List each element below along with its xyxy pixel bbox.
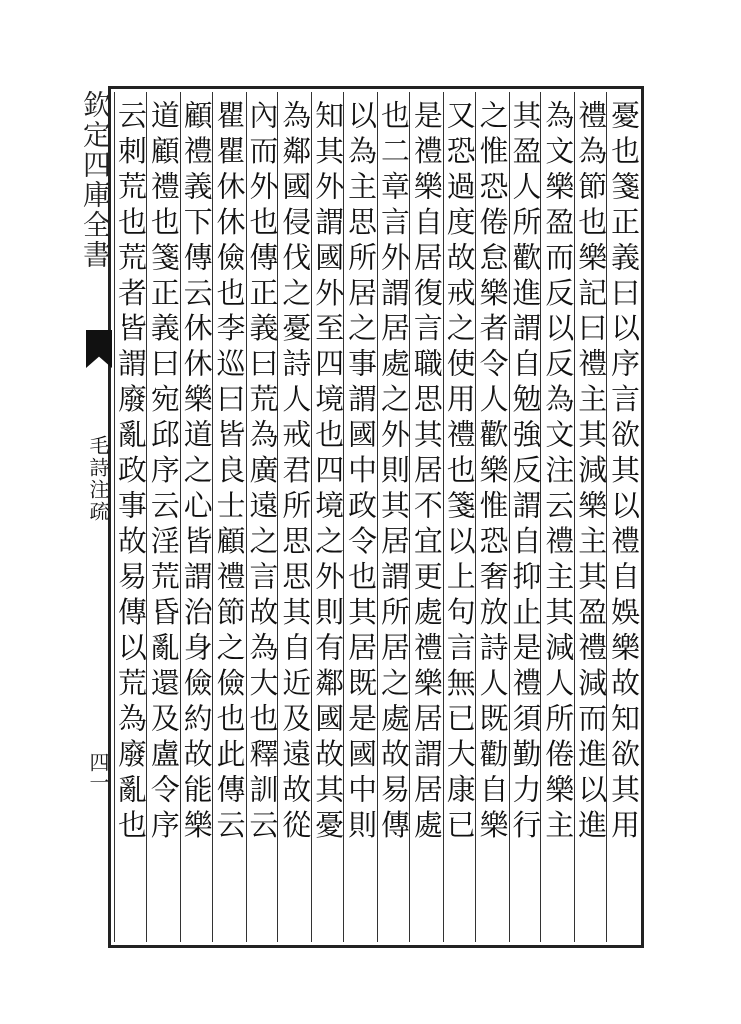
text-column-12 [246,92,279,942]
column-text-12: 內而外也傳正義曰荒為廣遠之言故為大也釋訓云 [245,100,280,845]
column-text-13: 瞿瞿休休儉也李巡曰皆良士顧禮節之儉也此傳云 [212,100,247,845]
text-column-16 [114,92,147,942]
column-text-2: 禮為節也樂記曰禮主其減樂主其盈禮減而進以進 [574,100,609,845]
text-column-13 [213,92,246,942]
text-column-8 [377,92,410,942]
column-text-6: 又恐過度故戒之使用禮也箋以上句言無已大康已 [442,100,477,845]
text-column-14 [180,92,213,942]
column-text-7: 是禮樂自居復言職思其居不宜更處禮樂居謂居處 [409,100,444,845]
column-text-15: 道顧禮也箋正義曰宛邱序云淫荒昏亂還及盧令序 [146,100,181,845]
text-column-15 [147,92,180,942]
text-column-11 [278,92,311,942]
column-text-8: 也二章言外謂居處之外則其居謂所居之處故易傳 [376,100,411,845]
text-column-4 [509,92,542,942]
column-text-3: 為文樂盈而反以反為文注云禮主其減人所倦樂主 [541,100,576,845]
text-column-10 [311,92,344,942]
column-text-14: 顧禮義下傳云休休樂道之心皆謂治身儉約故能樂 [179,100,214,845]
column-text-11: 為鄰國侵伐之憂詩人戒君所思思其自近及遠故從 [278,100,313,845]
column-text-10: 知其外謂國外至四境也四境之外則有鄰國故其憂 [311,100,346,845]
column-text-5: 之惟恐倦怠樂者令人歡樂惟恐奢放詩人既勸自樂 [475,100,510,845]
text-column-9 [344,92,377,942]
column-text-4: 其盈人所歡進謂自勉強反謂自抑止是禮須勤力行 [508,100,543,845]
text-column-5 [476,92,509,942]
book-title: 毛詩注疏 [86,435,110,523]
text-column-7 [410,92,443,942]
column-text-9: 以為主思所居之事謂國中政令也其居既是國中則 [344,100,378,845]
column-text-16: 云刺荒也荒者皆謂廢亂政事故易傳以荒為廢亂也 [113,100,148,845]
page-number: 四一 [86,752,110,792]
column-text-1: 憂也箋正義曰以序言欲其以禮自娛樂故知欲其用 [607,100,641,845]
text-column-3 [541,92,574,942]
text-column-1 [607,92,640,942]
collection-title: 欽定四庫全書 [79,90,112,270]
text-column-2 [574,92,607,942]
text-column-6 [443,92,476,942]
